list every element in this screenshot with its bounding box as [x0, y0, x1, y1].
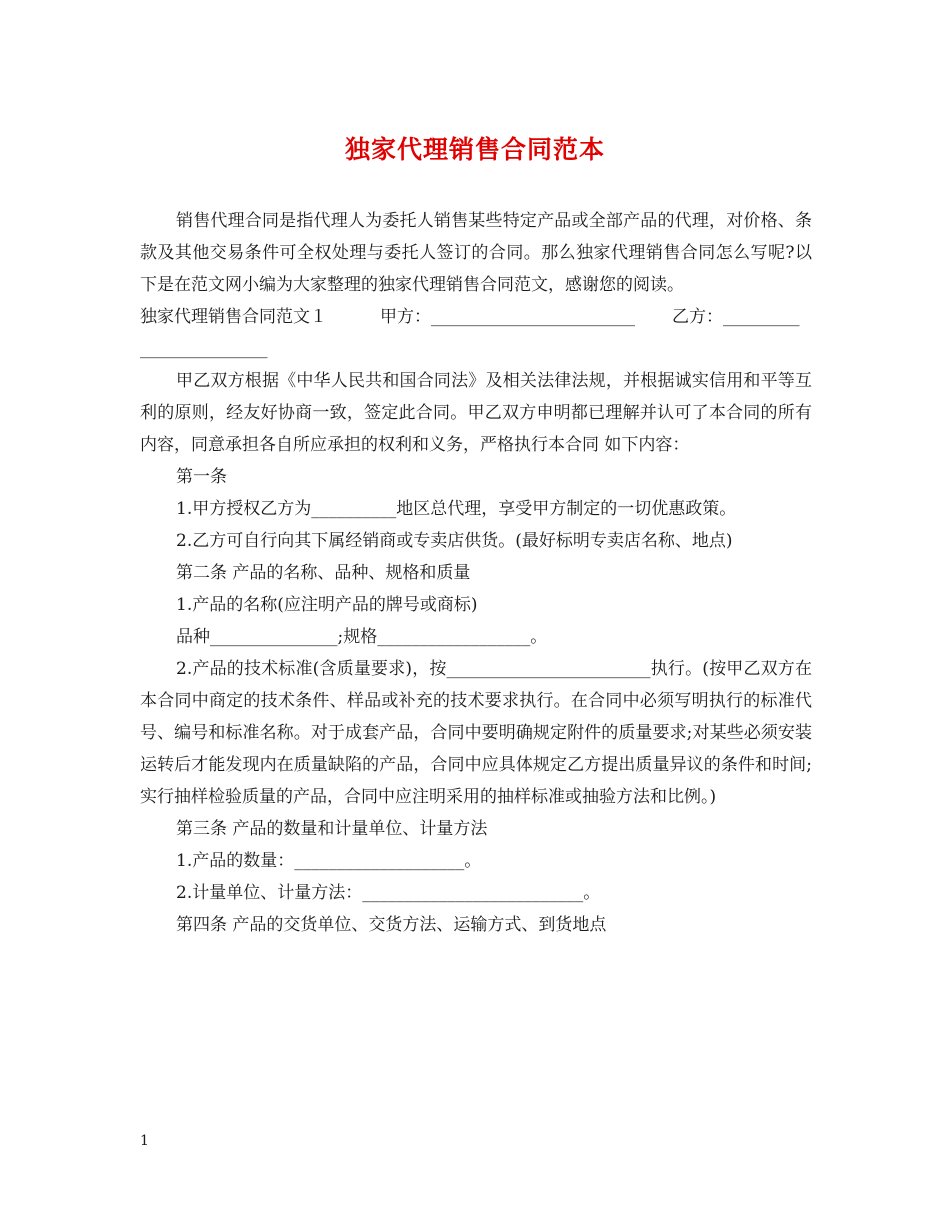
article-2-title: 第二条 产品的名称、品种、规格和质量 — [176, 563, 471, 583]
sample-label: 独家代理销售合同范文１ — [140, 307, 327, 327]
page-number: 1 — [140, 1133, 149, 1149]
article-1-item-1: 1.甲方授权乙方为__________地区总代理，享受甲方制定的一切优惠政策。 — [176, 499, 737, 519]
preamble-paragraph: 甲乙双方根据《中华人民共和国合同法》及相关法律法规，并根据诚实信用和平等互利的原则，经友好协商一致，签定此合同。甲乙双方申明都已理解并认可了本合同的所有内容，同意承担各自所应承担的权利和义务，严格执行本合同 如下内容： — [140, 371, 812, 455]
article-2-item-1-detail: 品种_______________;规格__________________。 — [176, 627, 548, 647]
article-2-item-2: 2.产品的技术标准(含质量要求)，按________________________执行。(按甲乙双方在本合同中商定的技术条件、样品或补充的技术要求执行。在合同中必须写明执行的标准代号、编号和标准名称。对于成套产品，合同中要明确规定附件的质量要求;对某些必须安装运转后才能发现内在质量缺陷的产品，合同中应具体规定乙方提出质量异议的条件和时间;实行抽样检验质量的产品，合同中应注明采用的抽样标准或抽验方法和比例。) — [140, 659, 812, 807]
article-2-item-1: 1.产品的名称(应注明产品的牌号或商标) — [176, 595, 478, 615]
article-4-title: 第四条 产品的交货单位、交货方法、运输方式、到货地点 — [176, 915, 607, 935]
intro-paragraph: 销售代理合同是指代理人为委托人销售某些特定产品或全部产品的代理，对价格、条款及其他交易条件可全权处理与委托人签订的合同。那么独家代理销售合同怎么写呢?以下是在范文网小编为大家整理的独家代理销售合同范文，感谢您的阅读。 — [140, 211, 812, 295]
party-b-field: 乙方：_________ — [672, 307, 800, 327]
document-body — [140, 205, 812, 941]
article-3-item-1: 1.产品的数量：____________________。 — [176, 851, 482, 871]
article-3-title: 第三条 产品的数量和计量单位、计量方法 — [176, 819, 488, 839]
party-a-field: 甲方：________________________ — [380, 307, 635, 327]
document-title: 独家代理销售合同范本 — [344, 135, 605, 164]
article-3-item-2: 2.计量单位、计量方法：__________________________。 — [176, 883, 601, 903]
party-b-continuation: _______________ — [140, 339, 268, 359]
article-1-title: 第一条 — [176, 467, 227, 487]
article-1-item-2: 2.乙方可自行向其下属经销商或专卖店供货。(最好标明专卖店名称、地点) — [176, 531, 733, 551]
parties-line — [140, 301, 812, 333]
